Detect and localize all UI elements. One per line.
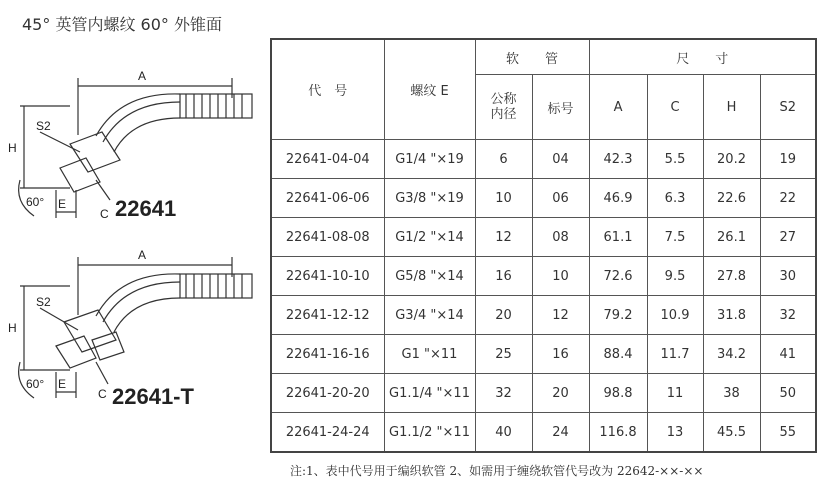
header-size: 尺 寸 — [589, 39, 816, 75]
table-row — [271, 296, 816, 335]
table-row — [271, 374, 816, 413]
cell-s2: 55 — [760, 413, 816, 453]
cell-a: 72.6 — [589, 257, 647, 296]
table-row — [271, 218, 816, 257]
model-label-22641: 22641 — [115, 196, 177, 221]
cell-dn: 40 — [475, 413, 532, 453]
cell-thread: G1 "×11 — [384, 335, 475, 374]
cell-h: 31.8 — [703, 296, 760, 335]
cell-thread: G1.1/2 "×11 — [384, 413, 475, 453]
cell-s2: 19 — [760, 140, 816, 179]
header-hose: 软 管 — [475, 39, 589, 75]
cell-a: 61.1 — [589, 218, 647, 257]
page-title: 45° 英管内螺纹 60° 外锥面 — [22, 15, 222, 34]
cell-code: 22641-06-06 — [271, 179, 384, 218]
cell-s2: 27 — [760, 218, 816, 257]
cell-mark: 12 — [532, 296, 589, 335]
cell-code: 22641-16-16 — [271, 335, 384, 374]
header-a: A — [589, 75, 647, 140]
cell-code: 22641-20-20 — [271, 374, 384, 413]
dim-s2-label: S2 — [36, 295, 51, 309]
table-row — [271, 335, 816, 374]
dim-h-label: H — [8, 321, 17, 335]
cell-c: 7.5 — [647, 218, 703, 257]
table-row — [271, 140, 816, 179]
cell-h: 38 — [703, 374, 760, 413]
dim-c-label: C — [100, 207, 109, 221]
dim-a-label: A — [138, 69, 147, 83]
header-h: H — [703, 75, 760, 140]
cell-mark: 16 — [532, 335, 589, 374]
spec-table — [270, 38, 817, 453]
cell-c: 5.5 — [647, 140, 703, 179]
cell-s2: 30 — [760, 257, 816, 296]
cell-code: 22641-10-10 — [271, 257, 384, 296]
cell-c: 11 — [647, 374, 703, 413]
cell-c: 13 — [647, 413, 703, 453]
header-thread: 螺纹 E — [384, 39, 475, 140]
cell-mark: 06 — [532, 179, 589, 218]
cell-h: 27.8 — [703, 257, 760, 296]
header-hose-dn: 公称 内径 — [475, 75, 532, 140]
cell-c: 6.3 — [647, 179, 703, 218]
cell-h: 34.2 — [703, 335, 760, 374]
model-label-22641-t: 22641-T — [112, 384, 194, 409]
cell-code: 22641-04-04 — [271, 140, 384, 179]
cell-thread: G1/2 "×14 — [384, 218, 475, 257]
cell-s2: 50 — [760, 374, 816, 413]
cell-mark: 04 — [532, 140, 589, 179]
cell-s2: 41 — [760, 335, 816, 374]
cell-mark: 20 — [532, 374, 589, 413]
cell-a: 116.8 — [589, 413, 647, 453]
header-code: 代 号 — [271, 39, 384, 140]
cell-dn: 12 — [475, 218, 532, 257]
header-hose-mark: 标号 — [532, 75, 589, 140]
cell-thread: G3/4 "×14 — [384, 296, 475, 335]
dim-angle-label: 60° — [26, 195, 45, 209]
cell-code: 22641-12-12 — [271, 296, 384, 335]
cell-a: 42.3 — [589, 140, 647, 179]
cell-dn: 10 — [475, 179, 532, 218]
cell-dn: 32 — [475, 374, 532, 413]
fitting-drawings — [0, 40, 268, 440]
dim-s2-label: S2 — [36, 119, 51, 133]
cell-s2: 22 — [760, 179, 816, 218]
cell-code: 22641-24-24 — [271, 413, 384, 453]
dim-c-label: C — [98, 387, 107, 401]
cell-dn: 25 — [475, 335, 532, 374]
cell-code: 22641-08-08 — [271, 218, 384, 257]
dim-e-label: E — [58, 377, 67, 391]
table-row — [271, 257, 816, 296]
cell-c: 11.7 — [647, 335, 703, 374]
cell-h: 26.1 — [703, 218, 760, 257]
cell-a: 98.8 — [589, 374, 647, 413]
table-row — [271, 179, 816, 218]
table-row — [271, 413, 816, 453]
cell-thread: G5/8 "×14 — [384, 257, 475, 296]
cell-a: 79.2 — [589, 296, 647, 335]
dim-e-label: E — [58, 197, 67, 211]
cell-mark: 24 — [532, 413, 589, 453]
cell-h: 22.6 — [703, 179, 760, 218]
cell-c: 10.9 — [647, 296, 703, 335]
footnote: 注:1、表中代号用于编织软管 2、如需用于缠绕软管代号改为 22642-××-×× — [290, 464, 704, 478]
dim-a-label: A — [138, 248, 147, 262]
cell-mark: 10 — [532, 257, 589, 296]
cell-thread: G1/4 "×19 — [384, 140, 475, 179]
header-c: C — [647, 75, 703, 140]
cell-h: 45.5 — [703, 413, 760, 453]
fitting-22641-t-drawing — [19, 257, 252, 398]
dim-angle-label: 60° — [26, 377, 45, 391]
cell-a: 46.9 — [589, 179, 647, 218]
dim-h-label: H — [8, 141, 17, 155]
cell-thread: G1.1/4 "×11 — [384, 374, 475, 413]
cell-dn: 16 — [475, 257, 532, 296]
cell-h: 20.2 — [703, 140, 760, 179]
cell-dn: 6 — [475, 140, 532, 179]
cell-dn: 20 — [475, 296, 532, 335]
cell-thread: G3/8 "×19 — [384, 179, 475, 218]
cell-c: 9.5 — [647, 257, 703, 296]
cell-mark: 08 — [532, 218, 589, 257]
header-s2: S2 — [760, 75, 816, 140]
cell-s2: 32 — [760, 296, 816, 335]
cell-a: 88.4 — [589, 335, 647, 374]
